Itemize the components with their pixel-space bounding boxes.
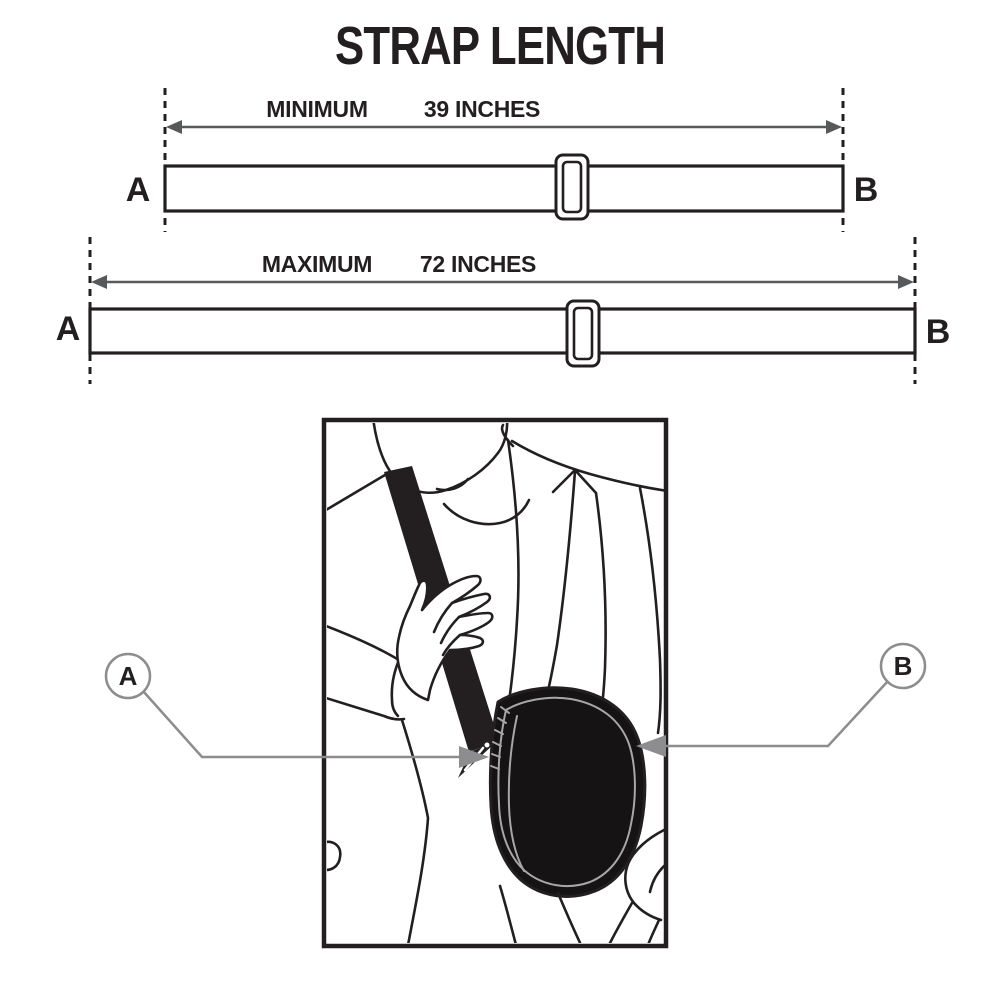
jacket-shoulder-seam-right	[512, 441, 668, 491]
strap-bar	[90, 309, 915, 353]
arrowhead-right-icon	[898, 275, 914, 289]
right-thumb-line	[650, 866, 664, 892]
jacket-lapel-edge	[508, 440, 518, 702]
mouth-line	[437, 479, 468, 490]
maximum-strap-diagram	[56, 237, 951, 384]
slider-buckle-icon	[556, 155, 588, 219]
pants-line-left	[500, 886, 516, 945]
callout-b-label: B	[893, 651, 913, 681]
maximum-label: MAXIMUM	[261, 251, 373, 277]
dimension-arrow	[166, 120, 842, 134]
jacket-front-edge-left	[402, 720, 428, 945]
crossbody-bag	[490, 688, 644, 897]
right-hip-line-1	[609, 903, 632, 945]
minimum-strap-diagram	[126, 88, 879, 232]
callout-b-leader	[663, 681, 888, 746]
end-label-b: B	[925, 313, 951, 351]
end-label-a: A	[55, 310, 81, 348]
right-hip-line-2	[648, 920, 659, 945]
callout-a-leader	[143, 691, 462, 757]
person-line-art	[322, 418, 668, 945]
dimension-arrow	[91, 275, 914, 289]
end-label-b: B	[853, 171, 879, 209]
slider-buckle-icon	[567, 301, 599, 366]
page-title: STRAP LENGTH	[335, 16, 665, 76]
sleeve-cuff-line	[392, 660, 399, 716]
left-arm-top-line	[326, 626, 402, 662]
minimum-value: 39 INCHES	[423, 96, 541, 122]
arrowhead-right-icon	[826, 120, 842, 134]
maximum-value: 72 INCHES	[419, 251, 537, 277]
tshirt-edge	[545, 471, 575, 703]
arrowhead-left-icon	[166, 120, 182, 134]
arrowhead-left-icon	[91, 275, 107, 289]
jacket-side-seam-right	[640, 488, 661, 733]
pants-line-right	[558, 893, 581, 945]
callout-a-label: A	[118, 661, 138, 691]
minimum-label: MINIMUM	[266, 96, 368, 122]
zipper-pull-ring	[485, 743, 490, 748]
wearing-illustration	[106, 418, 925, 946]
strap-bar	[165, 166, 843, 211]
jacket-shoulder-seam-left	[326, 475, 385, 510]
callout-b	[636, 644, 925, 757]
end-label-a: A	[125, 171, 151, 209]
jacket-front-edge-right	[596, 493, 606, 725]
